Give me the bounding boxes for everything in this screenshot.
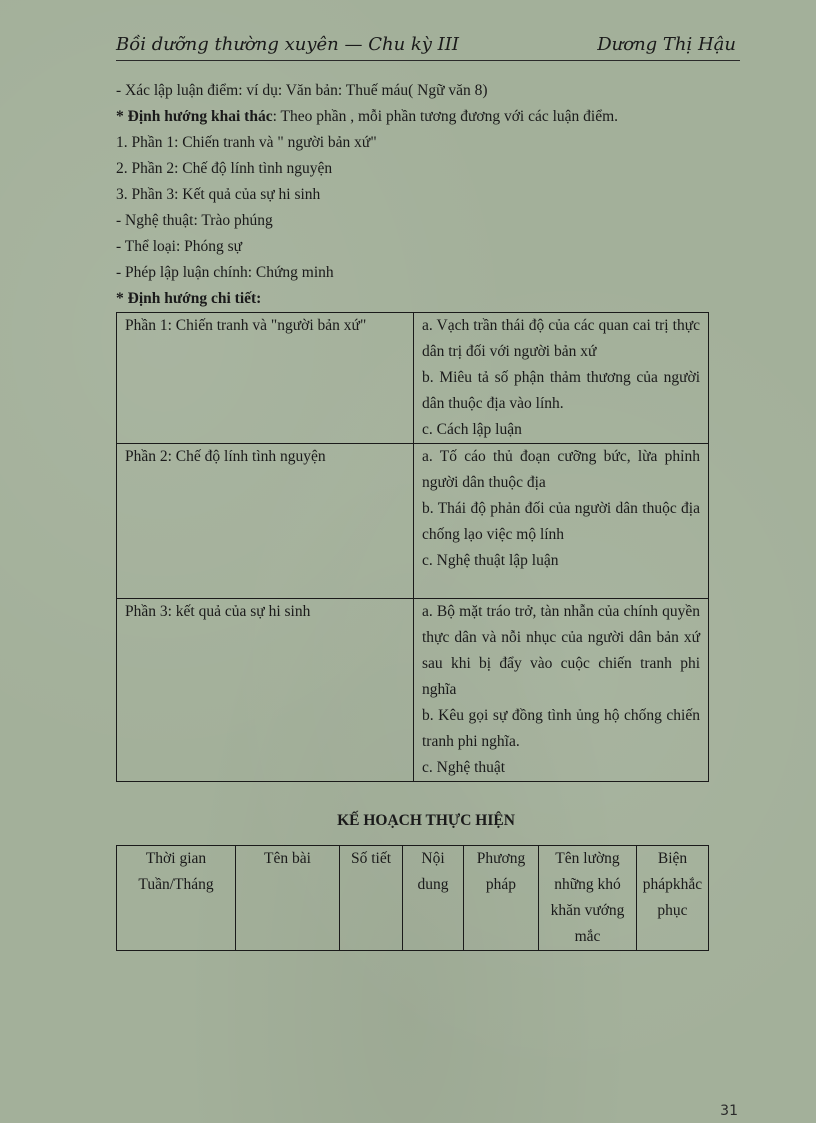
- table-row: [117, 599, 709, 782]
- text-line: - Nghệ thuật: Trào phúng: [116, 212, 273, 229]
- text-line: - Xác lập luận điểm: ví dụ: Văn bản: Thuế máu( Ngữ văn 8): [116, 82, 488, 99]
- column-header: Số tiết: [340, 846, 403, 951]
- points-cell: [414, 444, 709, 599]
- point-item: b. Miêu tả số phận thảm thương của người dân thuộc địa vào lính.: [422, 369, 700, 412]
- page-header: [116, 30, 740, 61]
- plan-table: [116, 845, 709, 951]
- column-header: Phương pháp: [464, 846, 539, 951]
- header-course-title: Bồi dưỡng thường xuyên — Chu kỳ III: [116, 34, 460, 55]
- text-line: 3. Phần 3: Kết quả của sự hi sinh: [116, 186, 321, 203]
- point-item: c. Nghệ thuật: [422, 759, 506, 776]
- body-text: [116, 78, 716, 312]
- point-item: b. Kêu gọi sự đồng tình ủng hộ chống chiến tranh phi nghĩa.: [422, 707, 700, 750]
- plan-header-row: [117, 846, 709, 951]
- column-header: Thời gian Tuần/Tháng: [117, 846, 236, 951]
- orientation-text: : Theo phần , mỗi phần tương đương với các luận điểm.: [272, 108, 619, 125]
- header-author: Dương Thị Hậu: [597, 34, 736, 55]
- table-row: [117, 313, 709, 444]
- part-cell: Phần 1: Chiến tranh và "người bản xứ": [117, 313, 414, 444]
- plan-title: KẾ HOẠCH THỰC HIỆN: [337, 812, 515, 829]
- part-cell: Phần 3: kết quả của sự hi sinh: [117, 599, 414, 782]
- column-header: Nội dung: [403, 846, 464, 951]
- column-header: Tên lường những khó khăn vướng mắc: [539, 846, 637, 951]
- text-line: 1. Phần 1: Chiến tranh và " người bản xứ": [116, 134, 377, 151]
- point-item: a. Tố cáo thủ đoạn cưỡng bức, lừa phỉnh người dân thuộc địa: [422, 448, 700, 491]
- column-header: Biện phápkhắc phục: [637, 846, 709, 951]
- part-cell: Phần 2: Chế độ lính tình nguyện: [117, 444, 414, 599]
- text-line: 2. Phần 2: Chế độ lính tình nguyện: [116, 160, 333, 177]
- text-line: - Phép lập luận chính: Chứng minh: [116, 264, 334, 281]
- detail-table: [116, 312, 709, 782]
- page-number: 31: [720, 1103, 738, 1119]
- table-row: [117, 444, 709, 599]
- point-item: a. Vạch trần thái độ của các quan cai trị thực dân trị đối với người bản xứ: [422, 317, 700, 360]
- points-cell: [414, 599, 709, 782]
- text-line: - Thể loại: Phóng sự: [116, 238, 243, 255]
- orientation-label: * Định hướng khai thác: [116, 108, 273, 125]
- point-item: c. Nghệ thuật lập luận: [422, 552, 559, 569]
- points-cell: [414, 313, 709, 444]
- column-header: Tên bài: [236, 846, 340, 951]
- detail-label: * Định hướng chi tiết:: [116, 290, 262, 307]
- point-item: c. Cách lập luận: [422, 421, 522, 438]
- point-item: b. Thái độ phản đối của người dân thuộc địa chống lạo việc mộ lính: [422, 500, 700, 543]
- orientation-line: [116, 104, 716, 130]
- point-item: a. Bộ mặt tráo trở, tàn nhẫn của chính quyền thực dân và nỗi nhục của người dân bản xứ sau khi bị đẩy vào cuộc chiến tranh phi nghĩa: [422, 603, 700, 698]
